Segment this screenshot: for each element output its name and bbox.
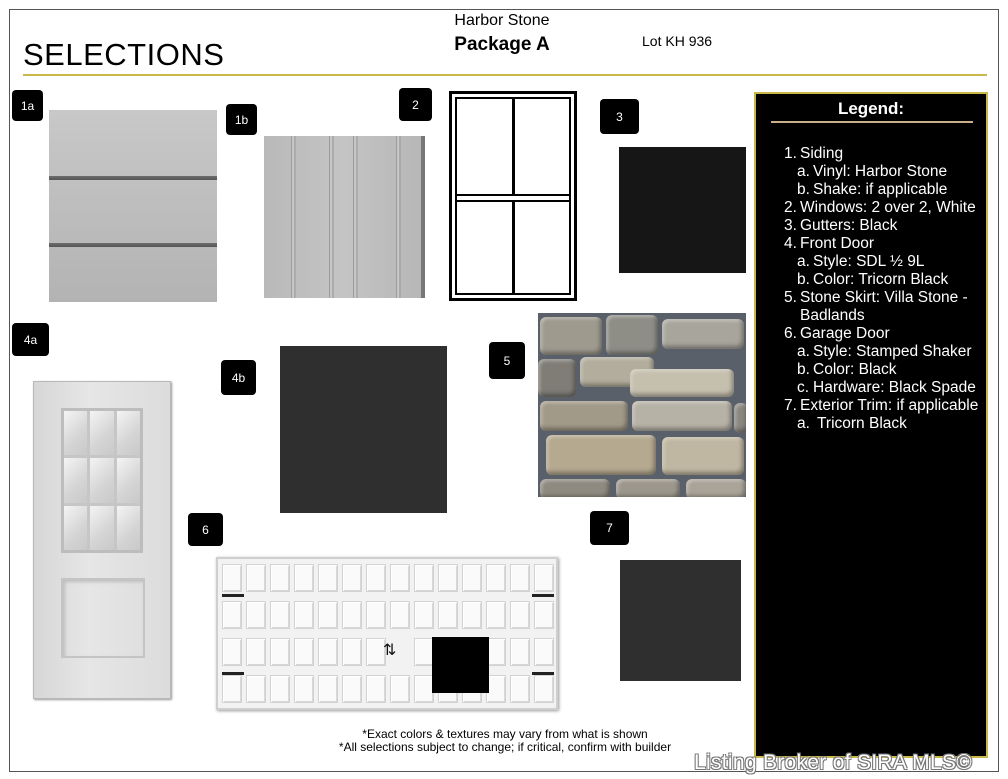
list-item: 1. Siding bbox=[784, 145, 844, 162]
legend-title: Legend: bbox=[837, 99, 905, 118]
disclaimer-line-2: *All selections subject to change; if critical, confirm with builder bbox=[338, 740, 672, 754]
shake-siding-swatch bbox=[264, 136, 425, 298]
page-title: SELECTIONS bbox=[23, 37, 225, 72]
badge-2: 2 bbox=[399, 88, 432, 121]
badge-5: 5 bbox=[489, 342, 525, 379]
stone-skirt-swatch bbox=[538, 313, 746, 497]
lot-number: Lot KH 936 bbox=[642, 33, 713, 49]
list-item: 2. Windows: 2 over 2, White bbox=[784, 199, 976, 216]
disclaimer-line-1: *Exact colors & textures may vary from what is shown bbox=[362, 727, 648, 741]
badge-4b: 4b bbox=[221, 360, 256, 395]
vinyl-siding-swatch bbox=[49, 110, 217, 302]
strap-hinge-icon bbox=[532, 672, 554, 675]
list-item: 5. Stone Skirt: Villa Stone - Badlands bbox=[784, 289, 968, 324]
badge-6: 6 bbox=[188, 513, 223, 546]
strap-hinge-icon bbox=[222, 672, 244, 675]
list-item: 4. Front Door bbox=[784, 235, 875, 252]
list-item: c. Hardware: Black Spade bbox=[797, 379, 976, 396]
badge-3: 3 bbox=[600, 99, 639, 134]
garage-handle-icon: ⇅ bbox=[383, 642, 397, 659]
gutter-color-swatch bbox=[619, 147, 746, 273]
door-color-swatch bbox=[280, 346, 447, 513]
list-item: 6. Garage Door bbox=[784, 325, 890, 342]
trim-color-swatch bbox=[620, 560, 741, 681]
door-panel bbox=[61, 578, 145, 658]
badge-1a: 1a bbox=[12, 90, 43, 121]
door-glass-grid bbox=[61, 408, 143, 553]
list-item: a. Style: Stamped Shaker bbox=[797, 343, 972, 360]
list-item: a. Tricorn Black bbox=[797, 415, 907, 432]
strap-hinge-icon bbox=[532, 594, 554, 597]
list-item: 7. Exterior Trim: if applicable bbox=[784, 397, 979, 414]
legend-rule bbox=[771, 121, 973, 123]
legend-list bbox=[784, 145, 984, 433]
front-door-illustration bbox=[33, 381, 171, 699]
list-item: b. Color: Black bbox=[797, 361, 897, 378]
window-illustration bbox=[449, 91, 577, 301]
mls-watermark: Listing Broker of SIRA MLS© bbox=[694, 751, 973, 774]
list-item: b. Shake: if applicable bbox=[797, 181, 948, 198]
list-item: a. Style: SDL ½ 9L bbox=[797, 253, 925, 270]
legend-panel bbox=[754, 92, 988, 758]
badge-7: 7 bbox=[590, 511, 629, 545]
package-name: Package A bbox=[454, 34, 550, 55]
header-rule bbox=[23, 74, 987, 76]
list-item: 3. Gutters: Black bbox=[784, 217, 898, 234]
garage-color-swatch bbox=[432, 637, 489, 693]
window-meeting-rail bbox=[457, 194, 569, 202]
list-item: a. Vinyl: Harbor Stone bbox=[797, 163, 948, 180]
strap-hinge-icon bbox=[222, 594, 244, 597]
community-name: Harbor Stone bbox=[454, 12, 550, 29]
list-item: b. Color: Tricorn Black bbox=[797, 271, 949, 288]
disclaimer-note bbox=[320, 728, 690, 754]
badge-1b: 1b bbox=[226, 104, 257, 135]
garage-door-illustration bbox=[216, 557, 558, 710]
badge-4a: 4a bbox=[12, 323, 49, 356]
